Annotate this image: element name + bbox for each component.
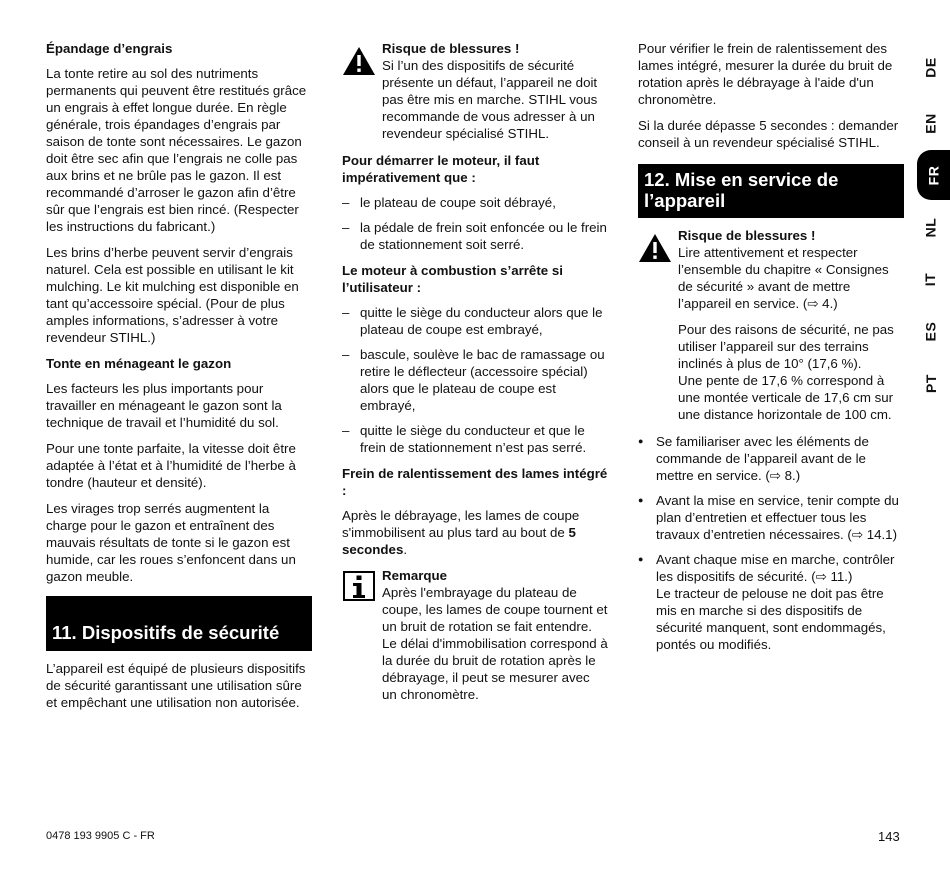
heading-epandage: Épandage d’engrais bbox=[46, 41, 173, 56]
warning-block bbox=[638, 227, 904, 423]
tab-label: EN bbox=[922, 112, 939, 134]
list-item: – quitte le siège du conducteur et que le frein de stationnement n’est pas serré. bbox=[342, 422, 608, 456]
tab-es[interactable] bbox=[917, 306, 945, 356]
note-title: Remarque bbox=[382, 568, 448, 583]
paragraph-frein bbox=[342, 507, 608, 558]
paragraph: Si la durée dépasse 5 secondes : demander conseil à un revendeur spécialisé STIHL. bbox=[638, 118, 899, 150]
note-text: Après l'embrayage du plateau de coupe, les lames de coupe tournent et un bruit de rotation se fait entendre. bbox=[382, 585, 608, 634]
paragraph: Les brins d’herbe peuvent servir d’engrais naturel. Cela est possible en utilisant le kit mulching. Le kit mulching est disponible en tant qu’accessoire spécial. (Pour de plus amples informations, s’adresser à votre revendeur STIHL.) bbox=[46, 245, 299, 345]
warning-text: Une pente de 17,6 % correspond à une montée verticale de 17,6 cm sur une distance horizontale de 100 cm. bbox=[678, 373, 894, 422]
warning-text: Si l’un des dispositifs de sécurité présente un défaut, l’appareil ne doit pas être mis en marche. STIHL vous recommande de vous adresser à un revendeur spécialisé STIHL. bbox=[382, 58, 598, 141]
footer-code: 0478 193 9905 C - FR bbox=[46, 830, 155, 842]
paragraph: L’appareil est équipé de plusieurs dispositifs de sécurité garantissant une utilisation sûre et empêchant une utilisation non autorisée. bbox=[46, 661, 306, 710]
tab-en[interactable] bbox=[917, 98, 945, 148]
frein-duration: 5 secondes bbox=[342, 525, 576, 557]
tab-fr[interactable] bbox=[917, 150, 950, 200]
tab-pt[interactable] bbox=[917, 358, 945, 408]
list-item: ● Se familiariser avec les éléments de commande de l’appareil avant de le mettre en service. (⇨ 8.) bbox=[638, 433, 904, 484]
tab-nl[interactable] bbox=[917, 202, 945, 252]
column-1 bbox=[46, 40, 312, 720]
tab-label: IT bbox=[922, 272, 939, 286]
note-block bbox=[342, 567, 608, 703]
heading-frein: Frein de ralentissement des lames intégré : bbox=[342, 466, 608, 498]
warning-text: Pour des raisons de sécurité, ne pas utiliser l’appareil sur des terrains inclinés à plus de 10° (17,6 %). bbox=[678, 322, 894, 371]
section-12-title: 12. Mise en service de l’appareil bbox=[638, 164, 904, 218]
list-item bbox=[638, 551, 904, 653]
info-icon bbox=[343, 571, 375, 601]
tab-label: PT bbox=[922, 373, 939, 393]
note-text: Le délai d'immobilisation correspond à la durée du bruit de rotation après le débrayage, il peut se mesurer avec un chronomètre. bbox=[382, 636, 608, 702]
column-3 bbox=[638, 40, 904, 662]
list-item: – le plateau de coupe soit débrayé, bbox=[342, 194, 608, 211]
list-item-text: Le tracteur de pelouse ne doit pas être mis en marche si des dispositifs de sécurité manquent, sont endommagés, pontés ou modifiés. bbox=[656, 586, 886, 652]
warning-text: Lire attentivement et respecter l’ensemble du chapitre « Consignes de sécurité » avant de mettre l’appareil en service. (⇨ 4.) bbox=[678, 245, 889, 311]
warning-title: Risque de blessures ! bbox=[382, 41, 520, 56]
frein-period: . bbox=[403, 542, 408, 557]
dash-list bbox=[342, 304, 608, 456]
heading-tonte: Tonte en ménageant le gazon bbox=[46, 356, 232, 371]
list-item: ● Avant la mise en service, tenir compte du plan d’entretien et effectuer tous les travaux d’entretien nécessaires. (⇨ 14.1) bbox=[638, 492, 904, 543]
paragraph: Les facteurs les plus importants pour travailler en ménageant le gazon sont la technique de travail et l’humidité du sol. bbox=[46, 381, 282, 430]
section-11-title: 11. Dispositifs de sécurité bbox=[46, 596, 312, 651]
list-item: – la pédale de frein soit enfoncée ou le frein de stationnement soit serré. bbox=[342, 219, 608, 253]
paragraph: Pour vérifier le frein de ralentissement des lames intégré, mesurer la durée du bruit de rotation après le débrayage à l'aide d'un chronomètre. bbox=[638, 41, 893, 107]
list-item-text: ● Avant chaque mise en marche, contrôler les dispositifs de sécurité. (⇨ 11.) bbox=[656, 552, 895, 584]
tab-it[interactable] bbox=[917, 254, 945, 304]
warning-triangle-icon bbox=[638, 233, 672, 263]
tab-label: FR bbox=[924, 165, 941, 185]
tab-label: ES bbox=[922, 321, 939, 341]
tab-label: NL bbox=[922, 217, 939, 237]
dash-list bbox=[342, 194, 608, 253]
paragraph: Pour une tonte parfaite, la vitesse doit être adaptée à l’état et à l’humidité de l’herbe à tondre (hauteur et densité). bbox=[46, 441, 296, 490]
tab-de[interactable] bbox=[917, 42, 945, 92]
bullet-list bbox=[638, 433, 904, 653]
paragraph: Les virages trop serrés augmentent la charge pour le gazon et entraînent des mauvais résultats de tonte si le gazon est humide, car les roues s’enfoncent dans un gazon meuble. bbox=[46, 501, 296, 584]
heading-arret: Le moteur à combustion s’arrête si l’utilisateur : bbox=[342, 263, 563, 295]
paragraph: La tonte retire au sol des nutriments permanents qui peuvent être restitués grâce un engrais à effet longue durée. En règle générale, trois épandages d’engrais par saison de tonte sont nécessaires. Le gazon doit être sec afin que l’engrais ne colle pas aux brins et ne brûle pas le gazon. Il est recommandé d’arroser le gazon afin d’être sûr que l’engrais est bien rincé. (Respecter les instructions du fabricant.) bbox=[46, 66, 307, 234]
warning-block bbox=[342, 40, 608, 142]
heading-demarrer: Pour démarrer le moteur, il faut impérativement que : bbox=[342, 153, 540, 185]
warning-title: Risque de blessures ! bbox=[678, 228, 816, 243]
frein-text: Après le débrayage, les lames de coupe s'immobilisent au plus tard au bout de bbox=[342, 508, 580, 540]
page-number: 143 bbox=[878, 829, 900, 844]
list-item: – bascule, soulève le bac de ramassage ou retire le déflecteur (accessoire spécial) alors que le plateau de coupe est embrayé, bbox=[342, 346, 608, 414]
list-item: – quitte le siège du conducteur alors que le plateau de coupe est embrayé, bbox=[342, 304, 608, 338]
column-2 bbox=[342, 40, 608, 703]
tab-label: DE bbox=[922, 56, 939, 78]
warning-triangle-icon bbox=[342, 46, 376, 76]
